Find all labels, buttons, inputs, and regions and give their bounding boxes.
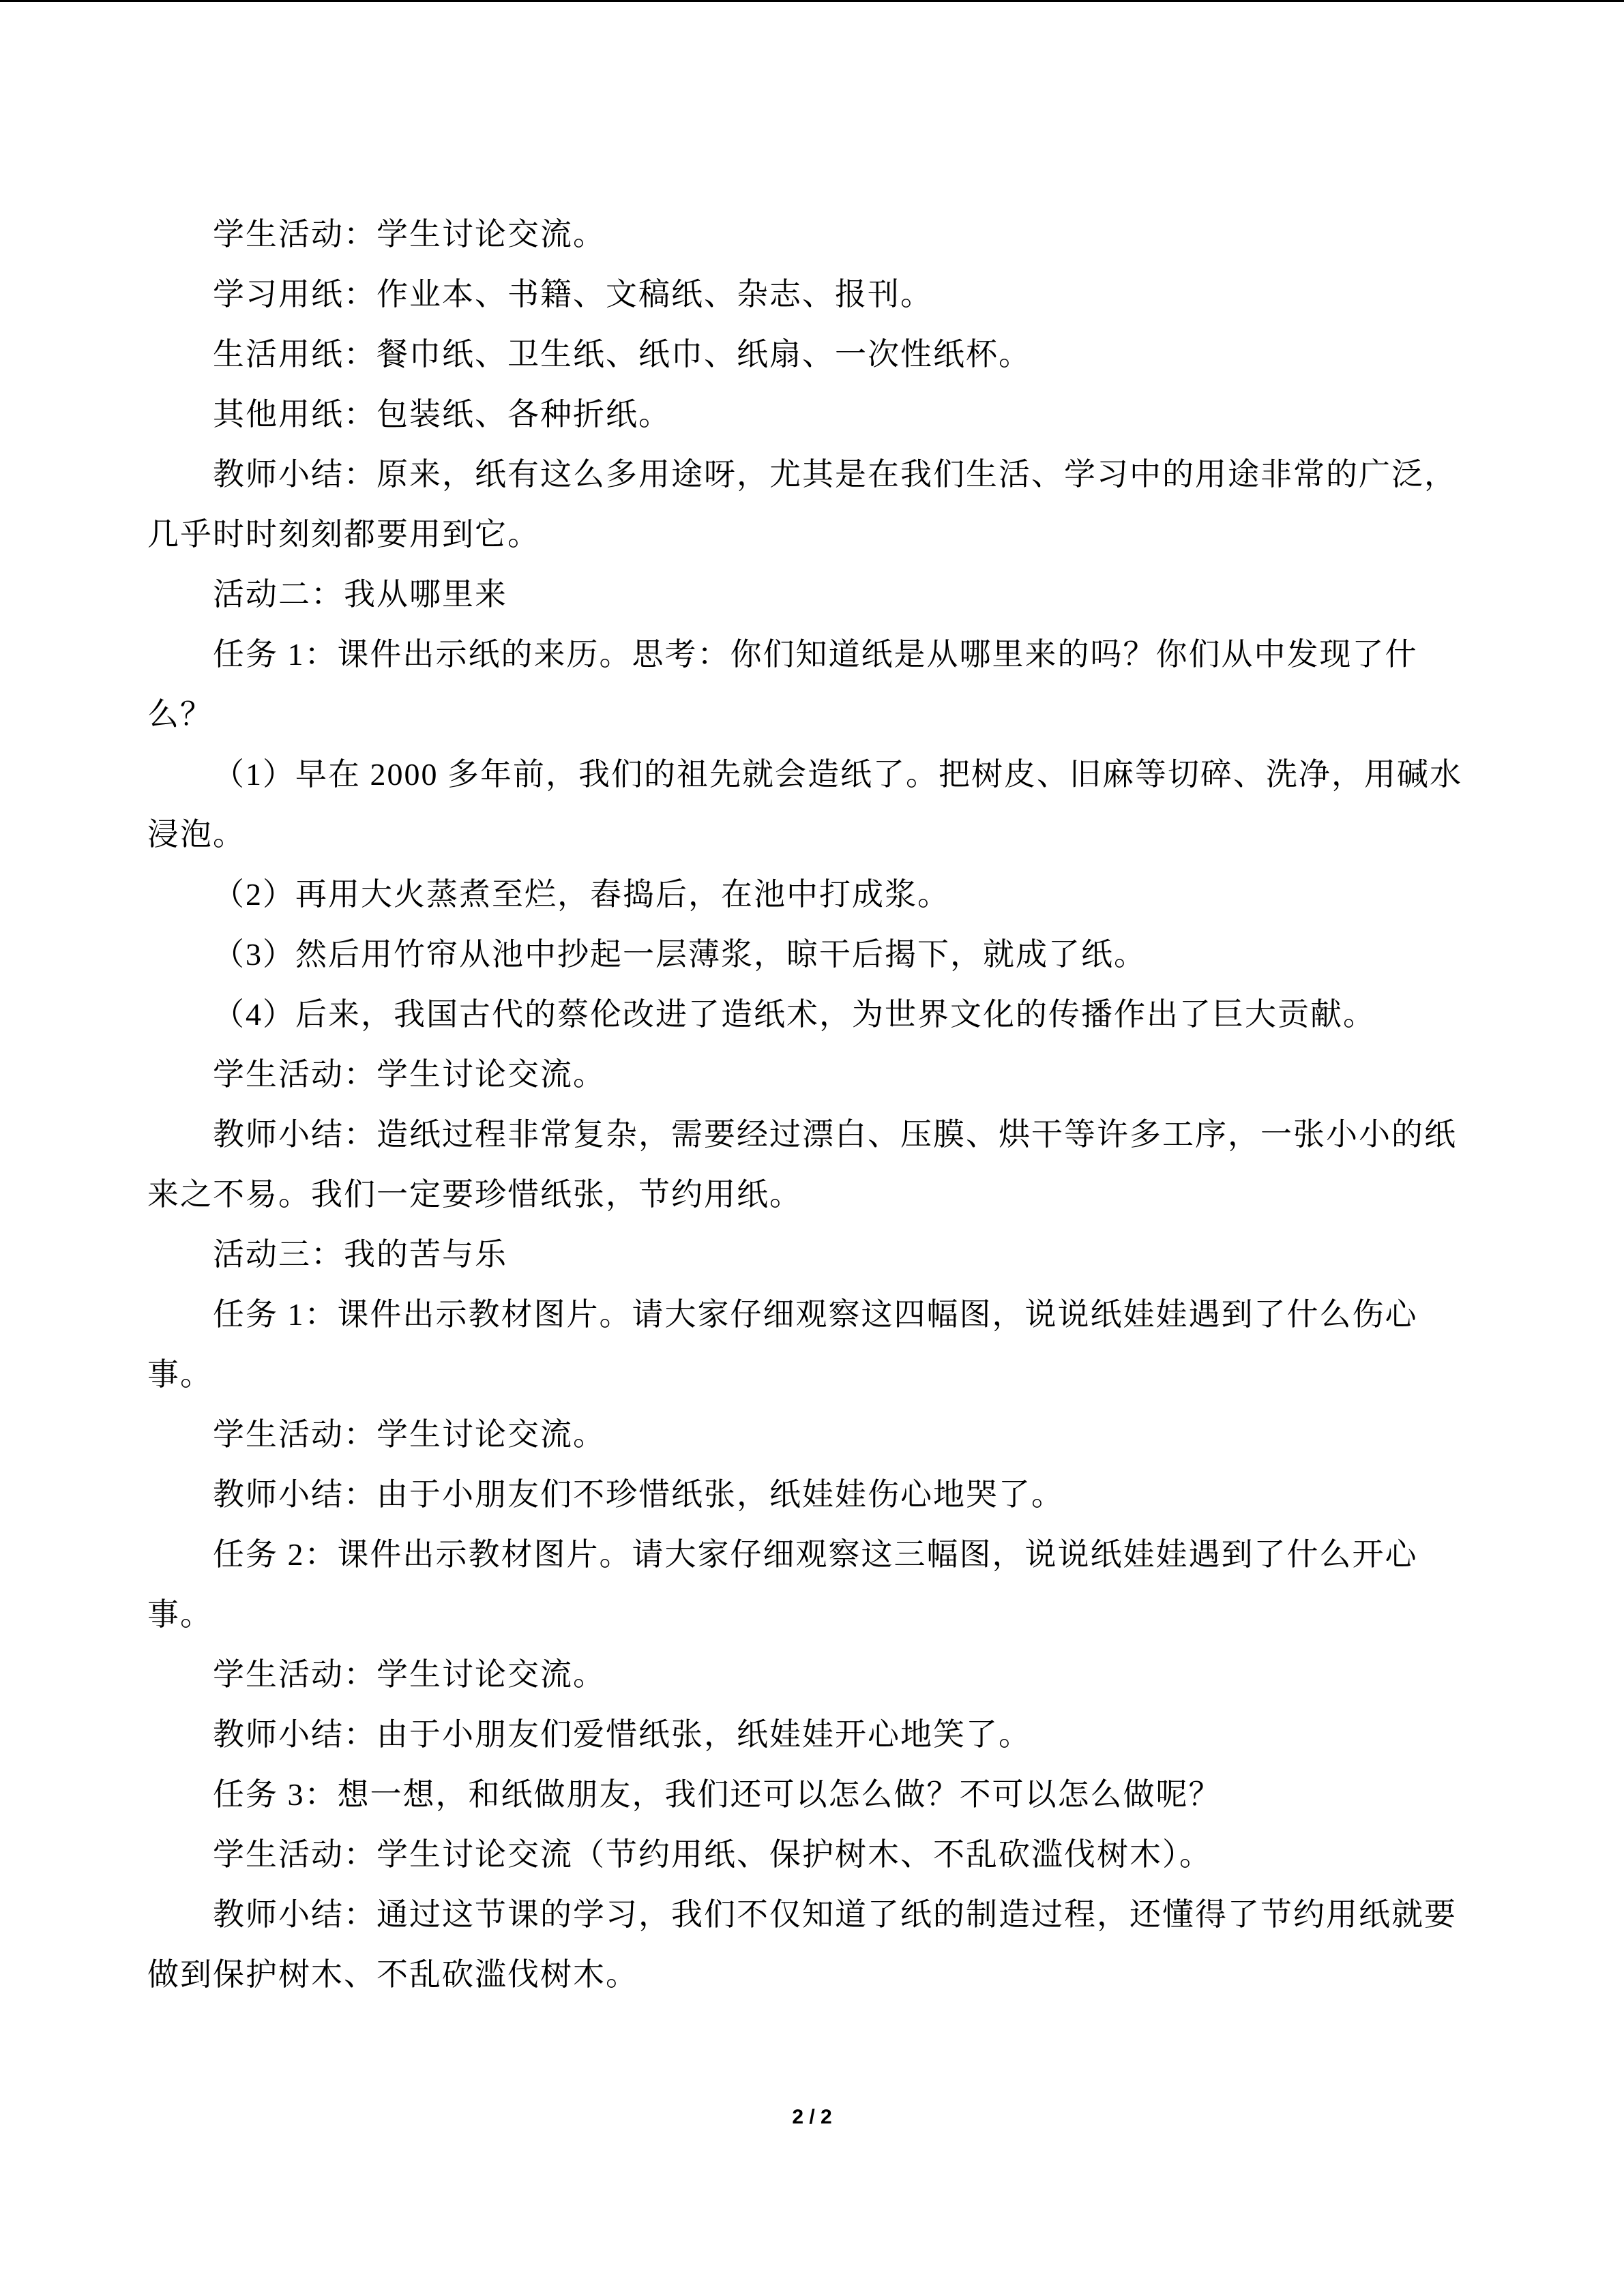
- paragraph-line: 学生活动：学生讨论交流（节约用纸、保护树木、不乱砍滥伐树木）。: [213, 1837, 1212, 1872]
- paragraph-line: 来之不易。我们一定要珍惜纸张，节约用纸。: [147, 1177, 802, 1212]
- page-number: 2 / 2: [792, 2106, 832, 2128]
- paragraph-line: 几乎时时刻刻都要用到它。: [147, 517, 540, 552]
- paragraph-line: 教师小结：由于小朋友们不珍惜纸张，纸娃娃伤心地哭了。: [213, 1477, 1064, 1512]
- paragraph-line: 教师小结：造纸过程非常复杂，需要经过漂白、压膜、烘干等许多工序，一张小小的纸: [213, 1117, 1457, 1152]
- paragraph-line: （4）后来，我国古代的蔡伦改进了造纸术，为世界文化的传播作出了巨大贡献。: [213, 997, 1376, 1032]
- paragraph-other-paper: [147, 385, 1458, 445]
- paragraph-task: [147, 1765, 1458, 1825]
- paragraph-line: 学生活动：学生讨论交流。: [213, 1657, 606, 1692]
- paragraph-line: （1）早在 2000 多年前，我们的祖先就会造纸了。把树皮、旧麻等切碎、洗净，用碱水: [213, 757, 1462, 792]
- paragraph-line: 教师小结：通过这节课的学习，我们不仅知道了纸的制造过程，还懂得了节约用纸就要: [213, 1897, 1457, 1932]
- paragraph-line: 生活用纸：餐巾纸、卫生纸、纸巾、纸扇、一次性纸杯。: [213, 337, 1031, 372]
- paragraph-daily-paper: [147, 325, 1458, 385]
- paragraph-line: 任务 3：想一想，和纸做朋友，我们还可以怎么做？不可以怎么做呢？: [213, 1777, 1222, 1812]
- paragraph-line: 么？: [147, 697, 213, 732]
- paragraph-line: 任务 1：课件出示纸的来历。思考：你们知道纸是从哪里来的吗？你们从中发现了什: [213, 637, 1418, 672]
- paragraph-teacher-summary: [147, 1105, 1458, 1225]
- paragraph-student-activity: [147, 1645, 1458, 1705]
- paragraph-study-paper: [147, 265, 1458, 325]
- paragraph-teacher-summary: [147, 1705, 1458, 1765]
- paragraph-line: 事。: [147, 1357, 213, 1392]
- paragraph-line: （3）然后用竹帘从池中抄起一层薄浆，晾干后揭下，就成了纸。: [213, 937, 1147, 972]
- paragraph-line: 其他用纸：包装纸、各种折纸。: [213, 397, 671, 432]
- paragraph-line: 任务 2：课件出示教材图片。请大家仔细观察这三幅图，说说纸娃娃遇到了什么开心: [213, 1537, 1418, 1572]
- paragraph-task: [147, 625, 1458, 745]
- paragraph-line: 任务 1：课件出示教材图片。请大家仔细观察这四幅图，说说纸娃娃遇到了什么伤心: [213, 1297, 1418, 1332]
- paragraph-line: 学生活动：学生讨论交流。: [213, 1057, 606, 1092]
- paragraph-line: 活动三：我的苦与乐: [213, 1237, 507, 1272]
- paragraph-line: 学生活动：学生讨论交流。: [213, 1417, 606, 1452]
- paragraph-task: [147, 1525, 1458, 1645]
- paragraph-step-1: [147, 745, 1462, 865]
- paragraph-step-4: [147, 985, 1458, 1045]
- paragraph-line: 活动二：我从哪里来: [213, 577, 507, 612]
- paragraph-line: 做到保护树木、不乱砍滥伐树木。: [147, 1957, 638, 1992]
- paragraph-student-activity: [147, 1045, 1458, 1105]
- paragraph-teacher-summary: [147, 1465, 1458, 1525]
- paragraph-line: 教师小结：原来，纸有这么多用途呀，尤其是在我们生活、学习中的用途非常的广泛，: [213, 457, 1457, 492]
- paragraph-line: （2）再用大火蒸煮至烂，舂捣后，在池中打成浆。: [213, 877, 950, 912]
- paragraph-teacher-summary: [147, 1885, 1458, 2005]
- paragraph-line: 事。: [147, 1597, 213, 1632]
- paragraph-line: 学习用纸：作业本、书籍、文稿纸、杂志、报刊。: [213, 277, 933, 312]
- paragraph-step-3: [147, 925, 1458, 985]
- paragraph-student-activity: [147, 1405, 1458, 1465]
- section-heading-activity-2: [147, 565, 1458, 625]
- paragraph-line: 教师小结：由于小朋友们爱惜纸张，纸娃娃开心地笑了。: [213, 1717, 1031, 1752]
- paragraph-line: 浸泡。: [147, 817, 246, 852]
- document-body: [147, 205, 1462, 2005]
- paragraph-student-activity: [147, 205, 1458, 265]
- paragraph-student-activity: [147, 1825, 1458, 1885]
- paragraph-teacher-summary: [147, 445, 1458, 565]
- section-heading-activity-3: [147, 1225, 1458, 1285]
- paragraph-task: [147, 1285, 1458, 1405]
- paragraph-step-2: [147, 865, 1458, 925]
- paragraph-line: 学生活动：学生讨论交流。: [213, 217, 606, 252]
